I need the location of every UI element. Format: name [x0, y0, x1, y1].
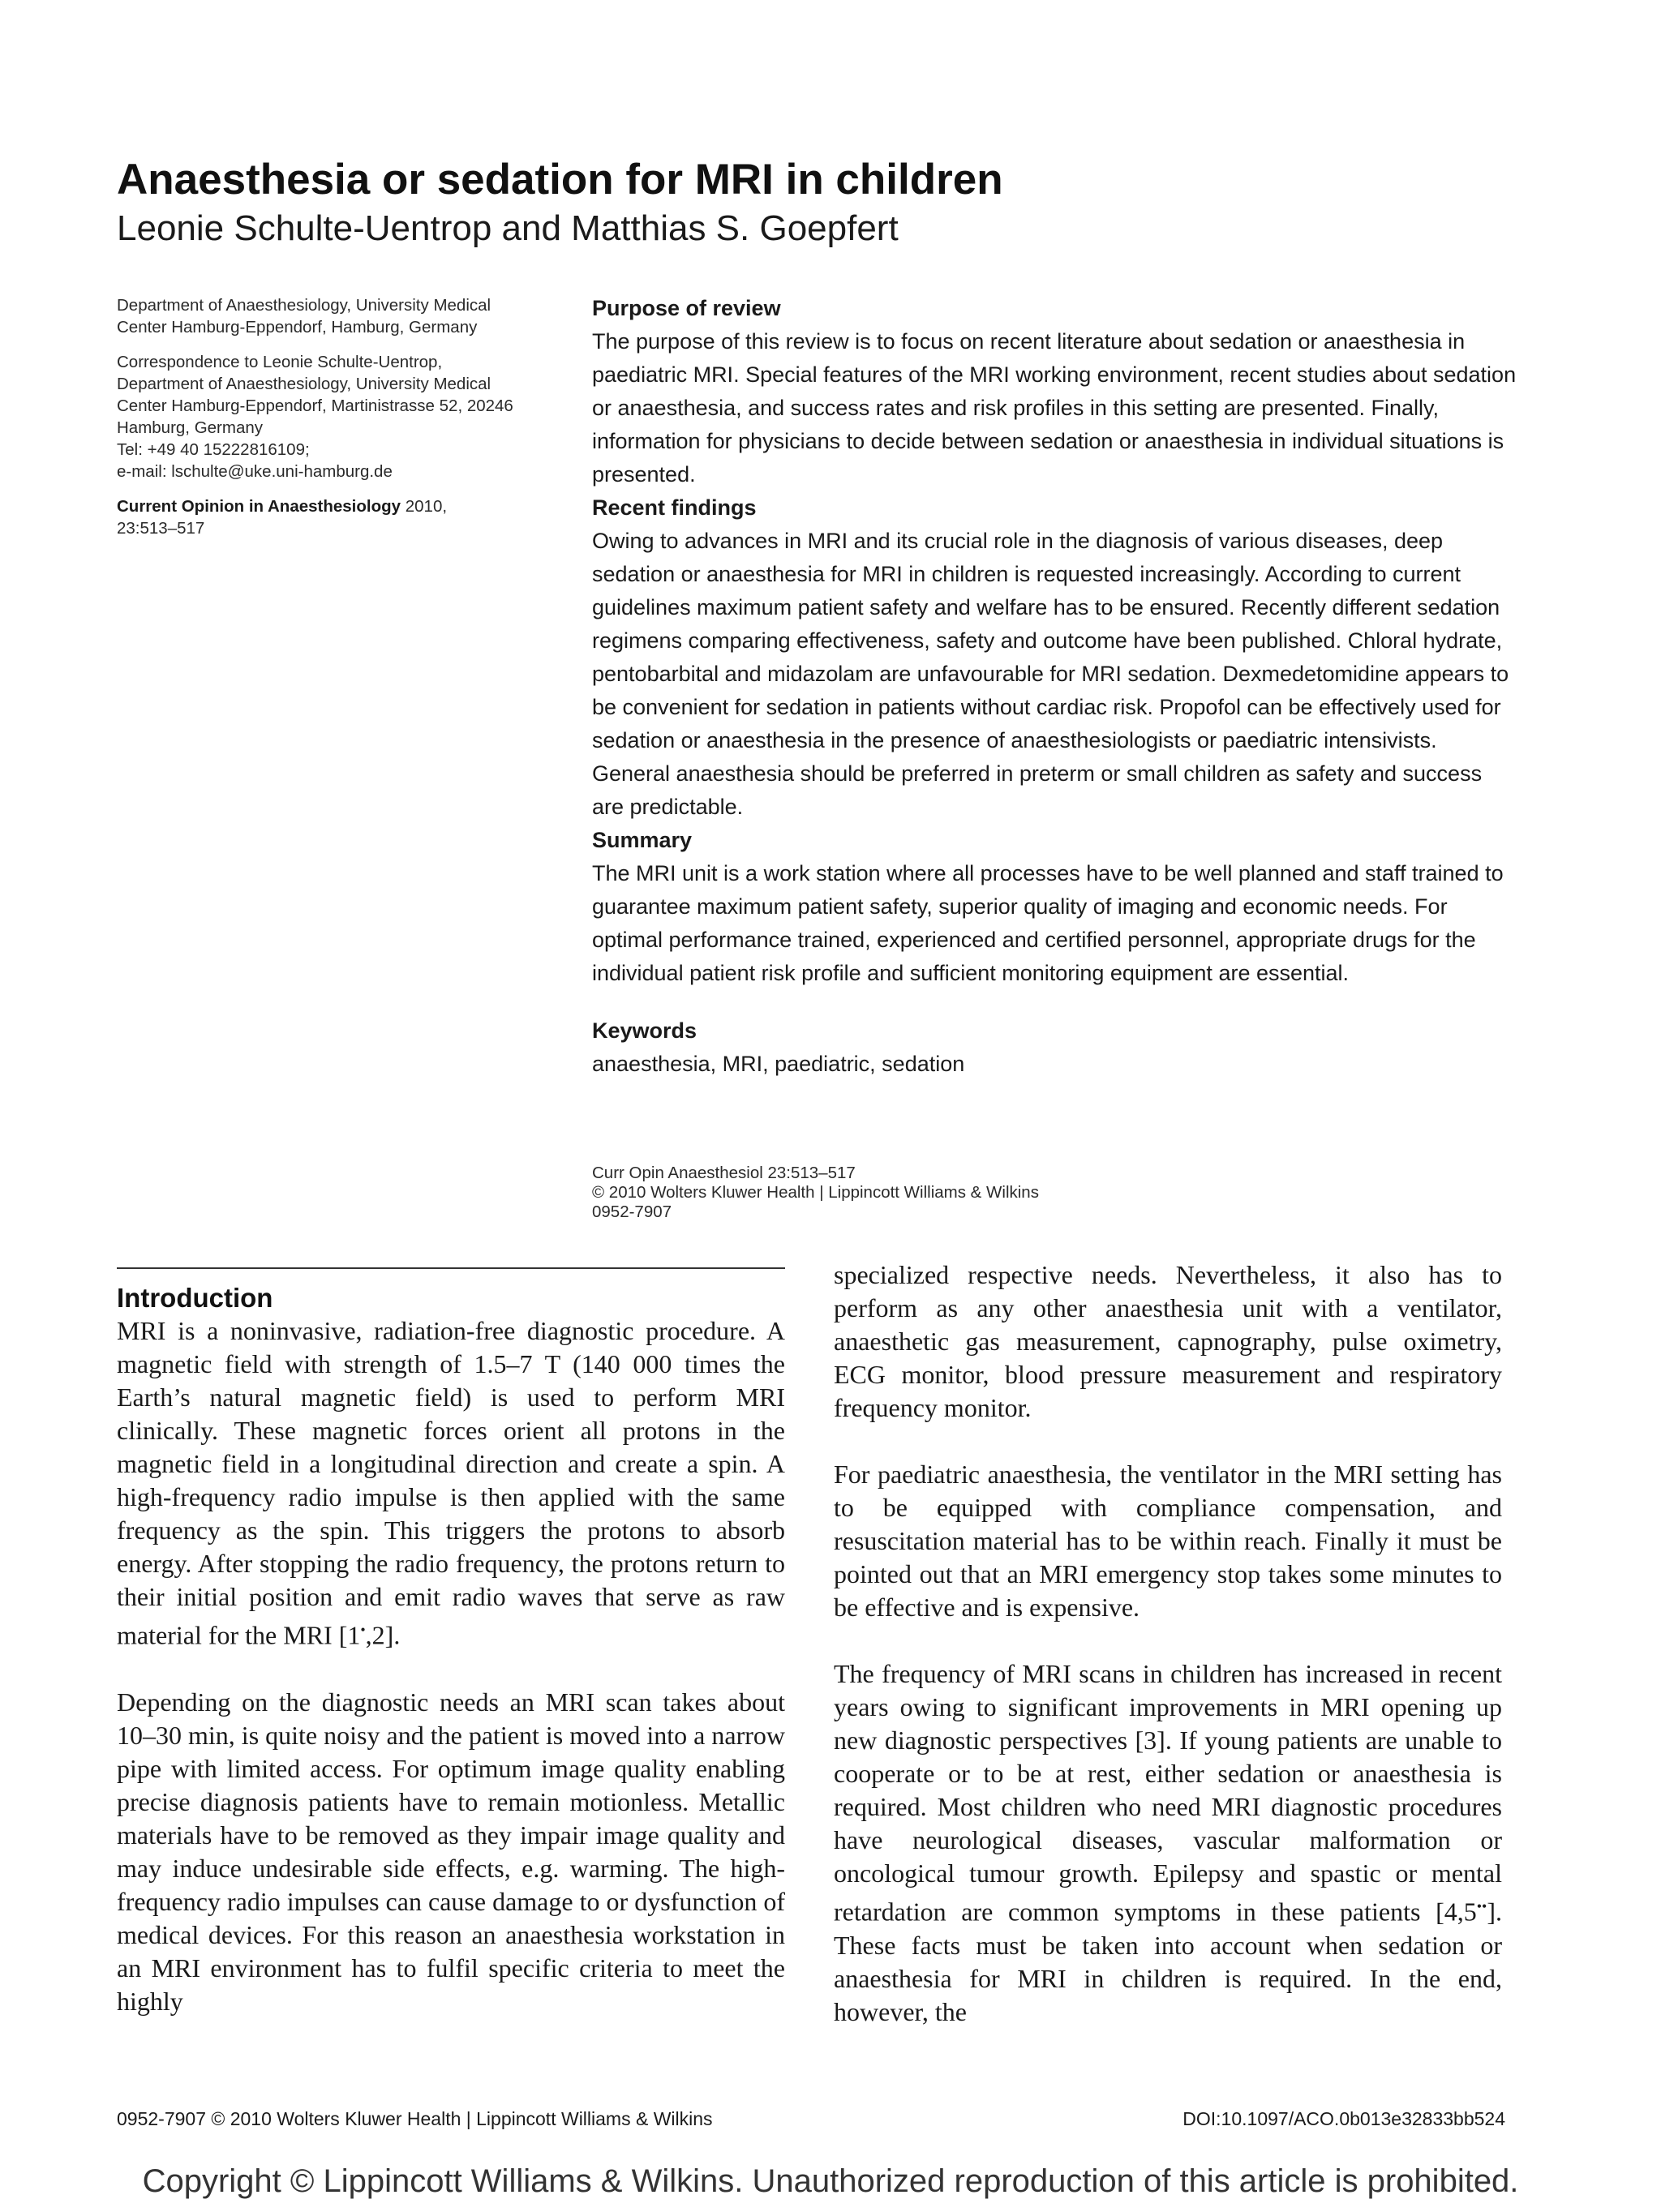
citation-line-3: 0952-7907 [592, 1202, 672, 1221]
article-title: Anaesthesia or sedation for MRI in children [117, 156, 1003, 204]
article-header [117, 154, 1496, 251]
footer-publisher: 0952-7907 © 2010 Wolters Kluwer Health | Lippincott Williams & Wilkins [117, 2108, 713, 2129]
department-text: Department of Anaesthesiology, University Medical Center Hamburg-Eppendorf, Hamburg, Germany [117, 296, 491, 337]
abstract [592, 292, 1517, 1081]
section-divider [117, 1267, 785, 1269]
citation-line-2: © 2010 Wolters Kluwer Health | Lippincott Williams & Wilkins [592, 1183, 1039, 1202]
journal-name: Current Opinion in Anaesthesiology [117, 497, 401, 516]
findings-text: Owing to advances in MRI and its crucial role in the diagnosis of various diseases, deep sedation or anaesthesia for MRI in children is requested increasingly. According to current guidelines maximum patient safety and welfare has to be ensured. Recently different sedation regimens comparing effectiveness, safety and outcome have been published. Chloral hydrate, pentobarbital and midazolam are unfavourable for MRI sedation. Dexmedetomidine appears to be convenient for sedation in patients without cardiac risk. Propofol can be effectively used for sedation or anaesthesia in the presence of anaesthesiologists or paediatric intensivists. General anaesthesia should be preferred in preterm or small children as safety and success are predictable. [592, 529, 1509, 819]
article-authors: Leonie Schulte-Uentrop and Matthias S. Goepfert [117, 208, 899, 248]
summary-heading: Summary [592, 828, 693, 852]
body-paragraph: For paediatric anaesthesia, the ventilator in the MRI setting has to be equipped with compliance compensation, and resuscitation material has to be within reach. Finally it must be pointed out that an MRI emergency stop takes some minutes to be effective and is expensive. [834, 1460, 1502, 1622]
citation-block [592, 1164, 1322, 1222]
citation-marker: • [360, 1622, 366, 1638]
affiliation-block [117, 294, 571, 552]
citation-line-1: Curr Opin Anaesthesiol 23:513–517 [592, 1164, 856, 1182]
journal-volume: 2010, 23:513–517 [117, 497, 448, 538]
body-paragraph: specialized respective needs. Nevertheless, it also has to perform as any other anaesthesia unit with a ventilator, anaesthetic gas measurement, capnography, pulse oximetry, ECG monitor, blood pressure measurement and respiratory frequency monitor. [834, 1260, 1502, 1422]
body-column-left [117, 1281, 785, 2018]
journal-reference [117, 495, 571, 539]
body-paragraph: Depending on the diagnostic needs an MRI scan takes about 10–30 min, is quite noisy and the patient is moved into a narrow pipe with limited access. For optimum image quality enabling precise diagnosis patients have to remain motionless. Metallic materials have to be removed as they impair image quality and may induce undesirable side effects, e.g. warming. The high-frequency radio impulses can cause damage to or dysfunction of medical devices. For this reason an anaesthesia workstation in an MRI environment has to fulfil specific criteria to meet the highly [117, 1687, 785, 2016]
correspondence-text: Correspondence to Leonie Schulte-Uentrop, Department of Anaesthesiology, University Medical Center Hamburg-Eppendorf, Martinistrasse 52, 20246 Hamburg, Germany Tel: +49 40 15222816109; e-mail: lschulte@uke.uni-hamburg.de [117, 353, 513, 481]
purpose-text: The purpose of this review is to focus on recent literature about sedation or anaesthesia in paediatric MRI. Special features of the MRI working environment, recent studies about sedation or anaesthesia, and success rates and risk profiles in this setting are presented. Finally, information for physicians to decide between sedation or anaesthesia in individual situations is presented. [592, 329, 1517, 487]
body-paragraph: The frequency of MRI scans in children has increased in recent years owing to significant improvements in MRI opening up new diagnostic perspectives [3]. If young patients are unable to cooperate or to be at rest, either sedation or anaesthesia is required. Most children who need MRI diagnostic procedures have neurological diseases, vascular malformation or oncological tumour growth. Epilepsy and spastic or mental retardation are common symptoms in these patients [4,5••]. These facts must be taken into account when sedation or anaesthesia for MRI in children is required. In the end, however, the [834, 1659, 1502, 2026]
keywords-heading: Keywords [592, 1018, 697, 1043]
summary-text: The MRI unit is a work station where all processes have to be well planned and staff trained to guarantee maximum patient safety, superior quality of imaging and economic needs. For optimal performance trained, experienced and certified personnel, appropriate drugs for the individual patient risk profile and sufficient monitoring equipment are essential. [592, 861, 1504, 985]
body-column-right [834, 1258, 1502, 2029]
findings-heading: Recent findings [592, 495, 757, 520]
keywords-text: anaesthesia, MRI, paediatric, sedation [592, 1052, 965, 1076]
body-paragraph: MRI is a noninvasive, radiation-free diagnostic procedure. A magnetic field with strength of 1.5–7 T (140 000 times the Earth’s natural magnetic field) is used to perform MRI clinically. These magnetic forces orient all protons in the magnetic field in a longitudinal direction and create a spin. A high-frequency radio impulse is then applied with the same frequency as the spin. This triggers the protons to absorb energy. After stopping the radio frequency, the protons return to their initial position and emit radio waves that serve as raw material for the MRI [1•,2]. [117, 1316, 785, 1650]
introduction-heading: Introduction [117, 1283, 273, 1313]
purpose-heading: Purpose of review [592, 296, 781, 320]
footer-doi: DOI:10.1097/ACO.0b013e32833bb524 [1182, 2108, 1505, 2129]
copyright-notice: Copyright © Lippincott Williams & Wilkins. Unauthorized reproduction of this article is prohibited. [142, 2163, 1519, 2199]
citation-marker: •• [1476, 1898, 1487, 1914]
